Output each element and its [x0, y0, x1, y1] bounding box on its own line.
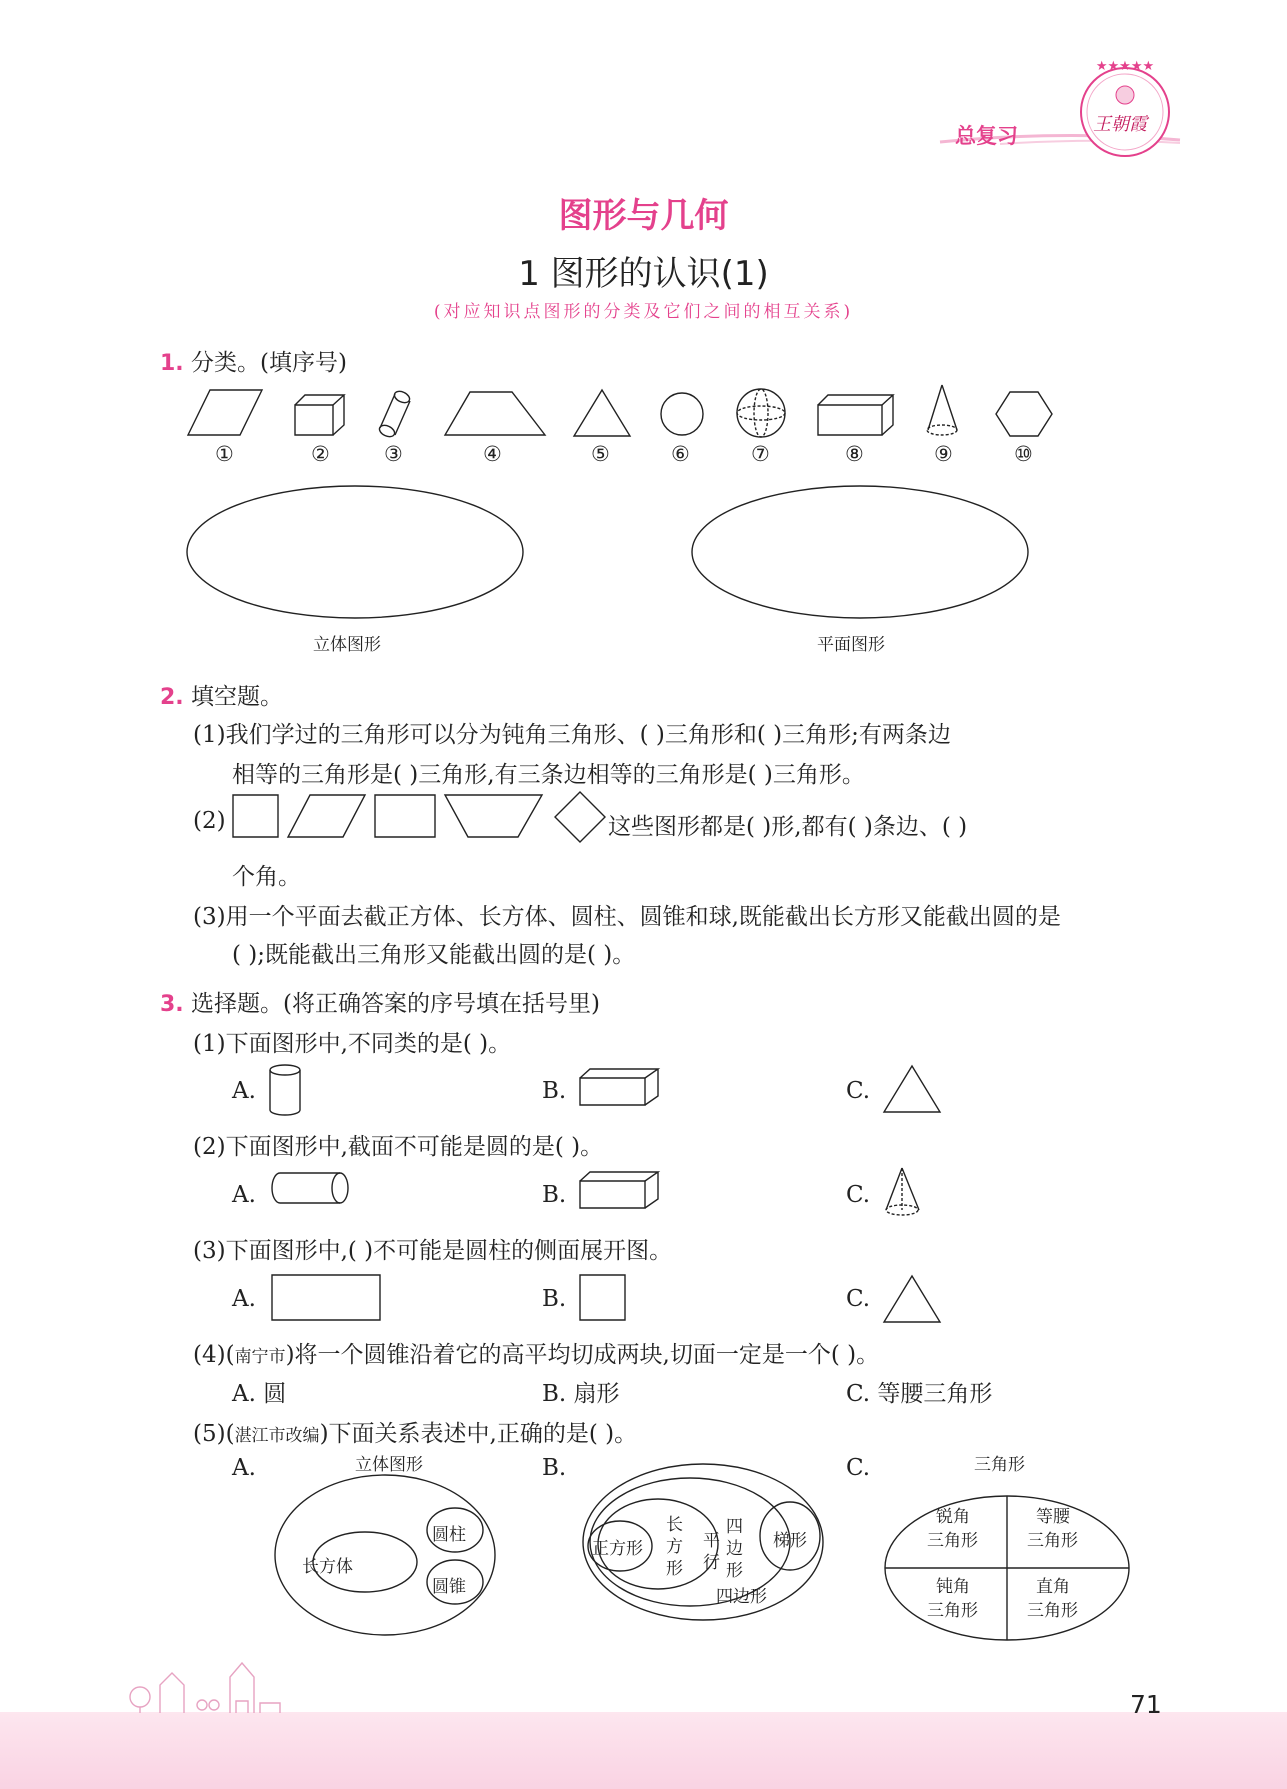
diagram-c-shapes: [882, 1450, 1132, 1650]
question-2: [160, 678, 283, 711]
page-number: 71: [1130, 1690, 1162, 1719]
diagram-b-rect-1: 长: [666, 1515, 683, 1535]
q3-sub1-option-c: C.: [846, 1078, 871, 1104]
shape-label: ⑧: [845, 442, 864, 466]
ellipse-label-solid: 立体图形: [313, 635, 381, 655]
q3-sub4-option-c: C. 等腰三角形: [846, 1381, 993, 1407]
shape-label: ①: [215, 442, 234, 466]
q2-part1-line2: 相等的三角形是( )三角形,有三条边相等的三角形是( )三角形。: [232, 762, 865, 788]
diagram-b-inner: 正方形: [592, 1539, 643, 1559]
question-2-number: 2.: [160, 685, 184, 710]
diagram-b-para2-1: 四: [726, 1517, 743, 1537]
diagram-b-outer: 四边形: [716, 1587, 767, 1607]
q3-sub2-option-c: C.: [846, 1182, 871, 1208]
q3-sub5-option-c: C.: [846, 1455, 871, 1481]
question-1-text: 分类。(填序号): [190, 350, 347, 376]
cuboid-icon: [580, 1172, 658, 1208]
square-icon: [233, 795, 278, 837]
q2-part2-prefix: (2): [193, 808, 226, 834]
question-3-number: 3.: [160, 992, 184, 1017]
cuboid-icon: [295, 395, 344, 435]
lesson-note: (对应知识点图形的分类及它们之间的相互关系): [433, 302, 854, 322]
diagram-a-item3: 圆锥: [432, 1577, 466, 1597]
diagram-b-para-2: 行: [703, 1553, 720, 1573]
diagram-c-q1-1: 锐角: [936, 1507, 970, 1527]
q3-sub4-source: 南宁市: [234, 1347, 286, 1367]
question-1: [160, 344, 347, 377]
circle-icon: [661, 393, 703, 435]
shape-label: ⑥: [671, 442, 690, 466]
q3-sub2: (2)下面图形中,截面不可能是圆的是( )。: [193, 1134, 604, 1160]
q3-sub3: (3)下面图形中,( )不可能是圆柱的侧面展开图。: [193, 1238, 673, 1264]
diagram-b-rect-2: 方: [666, 1537, 683, 1557]
rhombus-icon: [555, 792, 605, 842]
q2-part3-line2: ( );既能截出三角形又能截出圆的是( )。: [232, 942, 636, 968]
q3-sub4: [193, 1336, 879, 1369]
q2-part3-line1: (3)用一个平面去截正方体、长方体、圆柱、圆锥和球,既能截出长方形又能截出圆的是: [193, 904, 1061, 930]
diagram-c-q4-1: 直角: [1036, 1577, 1070, 1597]
diagram-b-para-1: 平: [703, 1531, 720, 1551]
q3-sub5-text: )下面关系表述中,正确的是( )。: [319, 1421, 638, 1447]
diagram-c-q3-2: 三角形: [927, 1601, 978, 1621]
q3-sub3-figures: [0, 1270, 1287, 1330]
trapezoid-icon: [445, 392, 545, 435]
q3-sub1: (1)下面图形中,不同类的是( )。: [193, 1031, 512, 1057]
hexagon-icon: [996, 392, 1052, 436]
chapter-title: 图形与几何: [558, 196, 729, 236]
q3-sub3-option-a: A.: [232, 1286, 256, 1312]
diagram-c-q2-1: 等腰: [1036, 1507, 1070, 1527]
venn-diagram-a: [270, 1450, 500, 1640]
question-3: [160, 985, 600, 1018]
cuboid-icon: [818, 395, 893, 435]
section-tag: 总复习: [955, 124, 1018, 148]
q3-sub1-option-b: B.: [542, 1078, 567, 1104]
triangle-icon: [884, 1276, 940, 1322]
q3-sub2-option-a: A.: [232, 1182, 256, 1208]
shape-label: ⑤: [591, 442, 610, 466]
cylinder-lying-icon: [272, 1173, 348, 1203]
q3-sub5: [193, 1415, 637, 1448]
diagram-b-para2-2: 边: [726, 1539, 743, 1559]
q2-part1-line1: (1)我们学过的三角形可以分为钝角三角形、( )三角形和( )三角形;有两条边: [193, 722, 951, 748]
parallelogram-icon: [188, 390, 262, 435]
rectangle-icon: [375, 795, 435, 837]
shape-label: ⑨: [934, 442, 953, 466]
svg-text:★★★★★: ★★★★★: [1095, 59, 1155, 74]
cylinder-icon: [270, 1065, 300, 1115]
q3-sub5-source: 湛江市改编: [234, 1426, 320, 1446]
shape-label: ④: [483, 442, 502, 466]
diagram-c-q4-2: 三角形: [1027, 1601, 1078, 1621]
shape-label: ③: [384, 442, 403, 466]
q3-sub5-option-a: A.: [232, 1455, 256, 1481]
q1-shape-labels: [0, 442, 1287, 472]
lesson-title: 1 图形的认识(1): [518, 254, 769, 294]
venn-diagram-b: [578, 1450, 828, 1640]
publisher-logo: [1075, 60, 1175, 160]
q2-part2-text: 这些图形都是( )形,都有( )条边、( ): [608, 814, 968, 840]
ellipse-label-plane: 平面图形: [817, 635, 885, 655]
q3-sub4-option-a: A. 圆: [232, 1381, 287, 1407]
diagram-a-item2: 圆柱: [432, 1525, 466, 1545]
diagram-a-title: 立体图形: [355, 1455, 423, 1475]
diagram-b-para2-3: 形: [726, 1561, 743, 1581]
triangle-icon: [884, 1066, 940, 1112]
question-1-number: 1.: [160, 351, 184, 376]
diagram-c-q3-1: 钝角: [936, 1577, 970, 1597]
logo-text: 王朝霞: [1093, 114, 1147, 135]
q2-part2-line2: 个角。: [232, 864, 301, 890]
shape-label: ⑦: [751, 442, 770, 466]
q3-sub4-prefix: (4)(: [193, 1342, 235, 1368]
q3-sub4-option-b: B. 扇形: [542, 1381, 620, 1407]
diagram-c-q2-2: 三角形: [1027, 1531, 1078, 1551]
q3-sub5-option-b: B.: [542, 1455, 567, 1481]
q3-sub2-figures: [0, 1165, 1287, 1225]
q3-sub3-option-b: B.: [542, 1286, 567, 1312]
diagram-c-q1-2: 三角形: [927, 1531, 978, 1551]
q3-sub2-option-b: B.: [542, 1182, 567, 1208]
diagram-b-rect-3: 形: [666, 1559, 683, 1579]
q1-shapes: [0, 380, 1287, 450]
question-2-text: 填空题。: [190, 684, 283, 710]
solid-figures-answer-ellipse: [187, 486, 523, 618]
trapezoid-icon: [445, 795, 542, 837]
q3-sub1-figures: [0, 1060, 1287, 1120]
plane-figures-answer-ellipse: [692, 486, 1028, 618]
cuboid-icon: [580, 1069, 658, 1105]
triangle-icon: [574, 390, 630, 436]
diagram-a-item1: 长方体: [302, 1557, 353, 1577]
question-3-text: 选择题。(将正确答案的序号填在括号里): [190, 991, 600, 1017]
diagram-b-trapezoid: 梯形: [773, 1531, 807, 1551]
diagram-a-shapes: [270, 1450, 500, 1640]
q3-sub3-option-c: C.: [846, 1286, 871, 1312]
rectangle-icon: [272, 1275, 380, 1320]
diagram-c-title: 三角形: [974, 1455, 1025, 1475]
cylinder-icon: [378, 389, 412, 439]
q3-sub4-text: )将一个圆锥沿着它的高平均切成两块,切面一定是一个( )。: [285, 1342, 880, 1368]
sphere-icon: [737, 389, 785, 437]
shape-label: ②: [311, 442, 330, 466]
footer-castle-icon: [120, 1645, 320, 1715]
shape-label: ⑩: [1014, 442, 1033, 466]
sort-ellipses: [0, 480, 1287, 620]
cone-icon: [927, 385, 957, 435]
square-icon: [580, 1275, 625, 1320]
q3-sub5-prefix: (5)(: [193, 1421, 235, 1447]
parallelogram-icon: [288, 795, 365, 837]
footer-band: [0, 1712, 1287, 1789]
venn-diagram-c: [882, 1450, 1132, 1650]
q3-sub1-option-a: A.: [232, 1078, 256, 1104]
cone-icon: [886, 1168, 919, 1215]
